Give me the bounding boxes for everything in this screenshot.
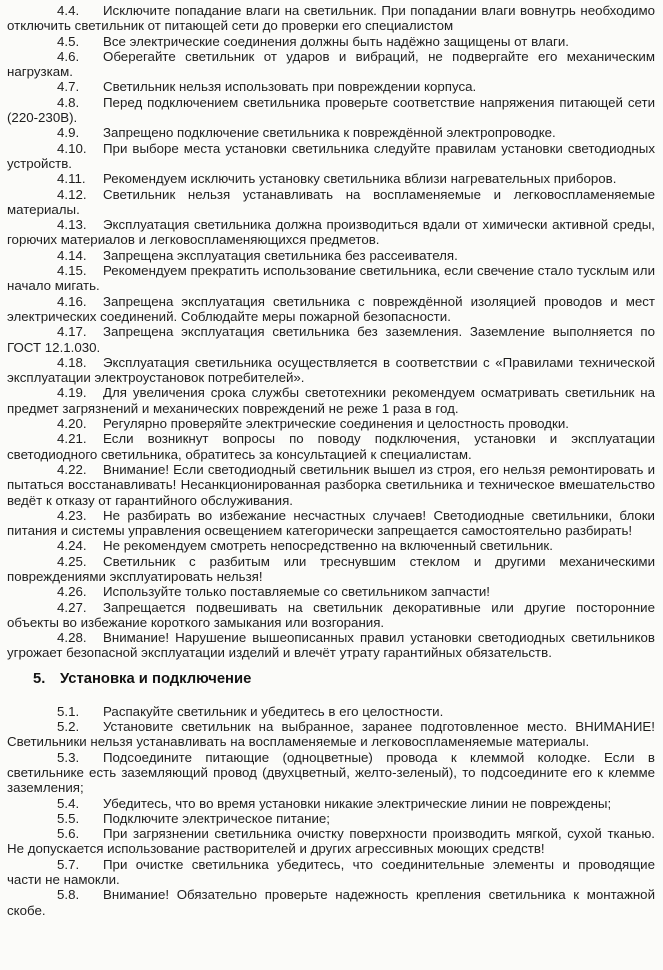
item-number: 4.28. — [57, 630, 87, 646]
item-number: 4.8. — [57, 94, 80, 110]
item-number: 4.4. — [57, 3, 80, 18]
item-number: 4.23. — [57, 507, 87, 523]
item-4-19 — [7, 385, 655, 416]
item-text: Внимание! Обязательно проверьте надежность крепления светильника к монтажной скобе. — [7, 887, 655, 918]
item-4-18 — [7, 355, 655, 386]
section-title: Установка и подключение — [60, 670, 252, 687]
item-text: Внимание! Нарушение вышеописанных правил установки светодиодных светильников угрожает безопасной эксплуатации изделий и влечёт утрату гарантийных обязательств. — [7, 630, 655, 661]
item-text: Подсоедините питающие (одноцветные) провода к клеммой колодке. Если в светильнике есть заземляющий провод (двухцветный, желто-зеленый), то подсоедините его к клемме заземления; — [7, 749, 655, 796]
item-number: 4.27. — [57, 599, 87, 615]
item-number: 4.20. — [57, 416, 87, 432]
item-4-16 — [7, 294, 655, 325]
item-text: Запрещена эксплуатация светильника без заземления. Заземление выполняется по ГОСТ 12.1.030. — [7, 324, 655, 355]
item-text: Светильник нельзя использовать при повреждении корпуса. — [103, 79, 477, 95]
item-5-3 — [7, 750, 655, 796]
item-text: Не рекомендуем смотреть непосредственно на включенный светильник. — [103, 538, 553, 554]
item-number: 4.10. — [57, 140, 87, 156]
item-text: Запрещена эксплуатация светильника с повреждённой изоляцией проводов и мест электрических соединений. Соблюдайте меры пожарной безопасности. — [7, 293, 655, 324]
item-number: 4.13. — [57, 217, 87, 233]
item-5-5 — [7, 811, 655, 826]
item-text: Не разбирать во избежание несчастных случаев! Светодиодные светильники, блоки питания и системы управления освещением категорически запрещается самостоятельно разбирать! — [7, 507, 655, 539]
item-5-7 — [7, 857, 655, 888]
item-number: 4.21. — [57, 431, 87, 447]
item-number: 4.26. — [57, 584, 87, 600]
item-4-27 — [7, 600, 655, 631]
item-4-26 — [7, 584, 655, 599]
section-4-items — [7, 3, 655, 661]
item-text: Регулярно проверяйте электрические соединения и целостность проводки. — [103, 416, 569, 432]
item-number: 5.2. — [57, 719, 80, 735]
item-number: 4.11. — [57, 171, 86, 187]
item-number: 4.14. — [57, 247, 87, 263]
item-4-9 — [7, 125, 655, 140]
item-text: Запрещена эксплуатация светильника без рассеивателя. — [103, 247, 458, 263]
item-4-11 — [7, 171, 655, 186]
item-4-6 — [7, 49, 655, 80]
item-text: Используйте только поставляемые со светильником запчасти! — [103, 584, 490, 600]
item-text: При выборе места установки светильника следуйте правилам установки светодиодных устройств. — [7, 140, 655, 171]
item-text: Для увеличения срока службы светотехники рекомендуем осматривать светильник на предмет загрязнений и механических повреждений не реже 1 раза в год. — [7, 385, 655, 416]
item-text: Внимание! Если светодиодный светильник вышел из строя, его нельзя ремонтировать и пытаться восстанавливать! Несанкционированная разборка светильника и техническое вмешательство ведёт к отказу от гарантийного обслуживания. — [7, 461, 655, 508]
item-4-21 — [7, 431, 655, 462]
item-number: 4.16. — [57, 293, 87, 309]
item-number: 5.8. — [57, 887, 80, 903]
item-text: Установите светильник на выбранное, заранее подготовленное место. ВНИМАНИЕ! Светильники нельзя устанавливать на воспламеняемые и легковоспламеняемые материалы. — [7, 719, 655, 750]
item-text: Исключите попадание влаги на светильник. При попадании влаги вовнутрь необходимо отключить светильник от питающей сети до проверки его специалистом — [7, 3, 655, 34]
item-4-4 — [7, 3, 655, 34]
item-number: 4.22. — [57, 461, 87, 477]
item-number: 4.15. — [57, 263, 87, 279]
item-text: Распакуйте светильник и убедитесь в его целостности. — [103, 703, 444, 719]
item-text: Запрещается подвешивать на светильник декоративные или другие посторонние объекты во избежание короткого замыкания или возгорания. — [7, 599, 655, 630]
item-4-17 — [7, 324, 655, 355]
item-4-23 — [7, 508, 655, 539]
item-text: Эксплуатация светильника должна производиться вдали от химически активной среды, горючих материалов и легковоспламеняющихся предметов. — [7, 217, 655, 248]
item-4-10 — [7, 141, 655, 172]
item-4-13 — [7, 217, 655, 248]
item-text: Подключите электрическое питание; — [103, 810, 330, 826]
item-5-6 — [7, 826, 655, 857]
item-text: Если возникнут вопросы по поводу подключения, установки и эксплуатации светодиодного светильника, обратитесь за консультацией к специалистам. — [7, 431, 655, 462]
item-number: 5.5. — [57, 810, 80, 826]
item-number: 5.7. — [57, 856, 80, 872]
item-number: 4.18. — [57, 354, 87, 370]
section-5-items — [7, 704, 655, 918]
item-4-7 — [7, 79, 655, 94]
item-text: Запрещено подключение светильника к повреждённой электропроводке. — [103, 125, 556, 141]
item-text: Светильник с разбитым или треснувшим стеклом и другими механическими повреждениями эксплуатировать нельзя! — [7, 553, 655, 584]
item-number: 4.17. — [57, 324, 87, 340]
item-4-22 — [7, 462, 655, 508]
item-5-1 — [7, 704, 655, 719]
item-number: 4.9. — [57, 125, 80, 141]
item-text: Перед подключением светильника проверьте соответствие напряжения питающей сети (220-230В). — [7, 94, 655, 126]
item-number: 4.12. — [57, 186, 87, 202]
item-5-4 — [7, 796, 655, 811]
section-5-heading — [7, 670, 655, 689]
item-number: 4.5. — [57, 33, 80, 49]
item-number: 5.1. — [57, 703, 80, 719]
item-text: Оберегайте светильник от ударов и вибраций, не подвергайте его механическим нагрузкам. — [7, 48, 655, 80]
item-text: Убедитесь, что во время установки никакие электрические линии не повреждены; — [103, 795, 612, 811]
item-text: Рекомендуем прекратить использование светильника, если свечение стало тусклым или начало мигать. — [7, 263, 655, 294]
item-4-14 — [7, 248, 655, 263]
item-text: Все электрические соединения должны быть надёжно защищены от влаги. — [103, 33, 569, 49]
item-5-8 — [7, 887, 655, 918]
item-4-25 — [7, 554, 655, 585]
item-4-12 — [7, 187, 655, 218]
item-number: 5.3. — [57, 749, 80, 765]
item-text: При очистке светильника убедитесь, что соединительные элементы и проводящие части не намокли. — [7, 856, 655, 888]
item-4-20 — [7, 416, 655, 431]
item-4-28 — [7, 630, 655, 661]
section-number: 5. — [33, 670, 46, 687]
item-number: 4.24. — [57, 538, 87, 554]
item-text: Эксплуатация светильника осуществляется в соответствии с «Правилами технической эксплуатации электроустановок потребителей». — [7, 354, 655, 386]
item-text: Светильник нельзя устанавливать на воспламеняемые и легковоспламеняемые материалы. — [7, 186, 655, 217]
item-5-2 — [7, 719, 655, 750]
item-number: 5.4. — [57, 795, 80, 811]
item-text: Рекомендуем исключить установку светильника вблизи нагревательных приборов. — [103, 171, 617, 187]
item-4-5 — [7, 34, 655, 49]
item-4-24 — [7, 538, 655, 553]
item-4-15 — [7, 263, 655, 294]
item-number: 4.19. — [57, 385, 87, 401]
item-number: 5.6. — [57, 826, 80, 842]
item-text: При загрязнении светильника очистку поверхности производить мягкой, сухой тканью. Не допускается использование растворителей и других агрессивных моющих средств! — [7, 826, 655, 857]
item-4-8 — [7, 95, 655, 126]
item-number: 4.7. — [57, 79, 80, 95]
item-number: 4.6. — [57, 48, 80, 64]
item-number: 4.25. — [57, 553, 87, 569]
